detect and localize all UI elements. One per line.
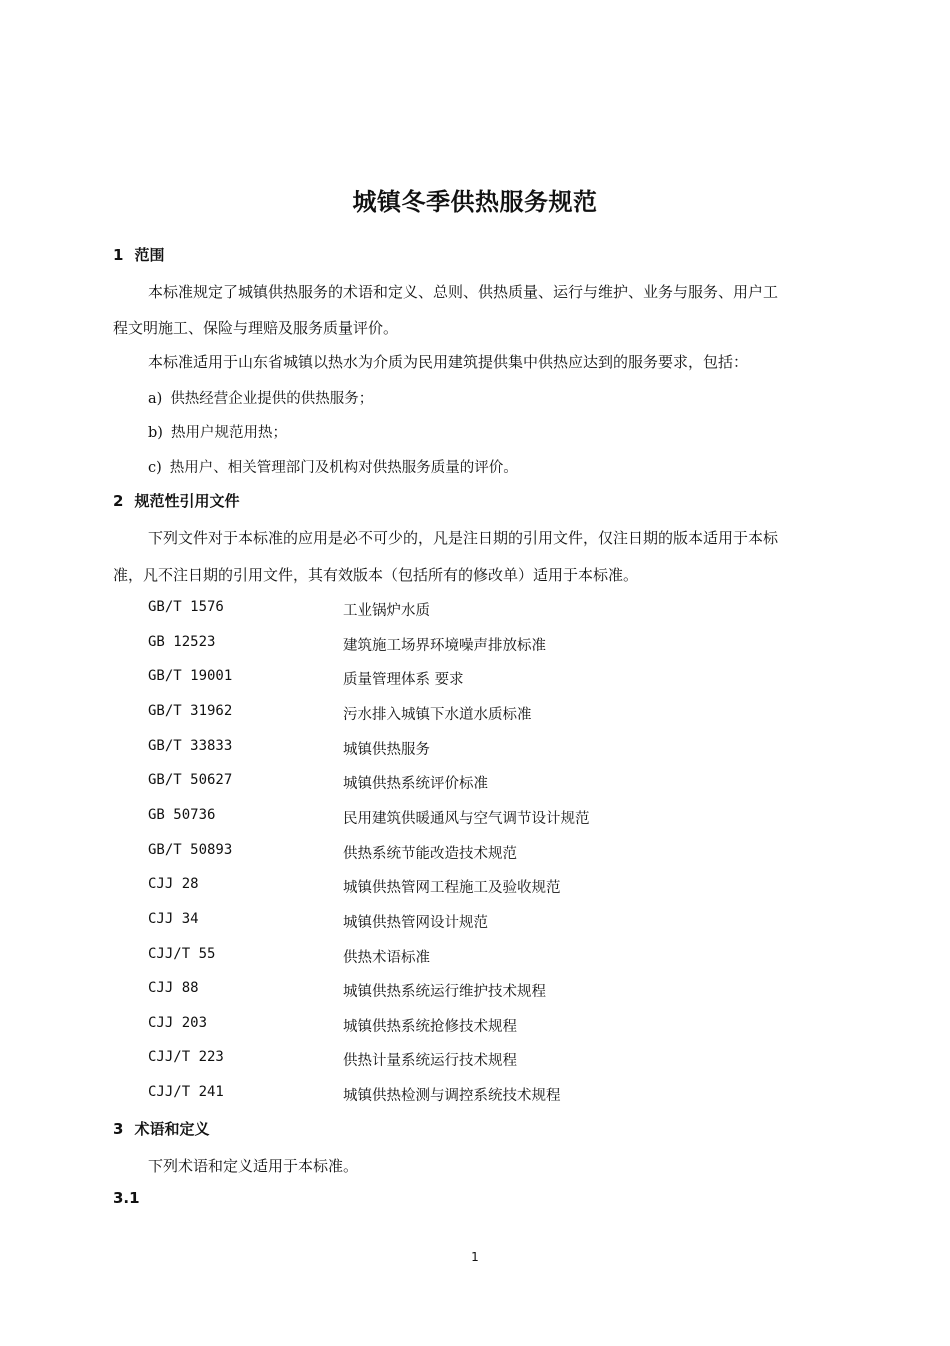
scope-paragraph-line: 本标准规定了城镇供热服务的术语和定义、总则、供热质量、运行与维护、业务与服务、用户工 [148,283,779,301]
terms-intro: 下列术语和定义适用于本标准。 [148,1157,359,1175]
reference-code: GB/T 19001 [148,668,233,684]
list-marker: c) [148,460,162,476]
section-number: 2 [113,492,124,510]
section-title: 规范性引用文件 [134,492,240,510]
reference-row [148,634,848,656]
reference-row [148,1015,848,1037]
reference-name: 质量管理体系 要求 [343,672,464,688]
references-intro-line: 准，凡不注日期的引用文件，其有效版本（包括所有的修改单）适用于本标准。 [113,566,639,584]
reference-row [148,876,848,898]
reference-name: 民用建筑供暖通风与空气调节设计规范 [343,811,590,827]
section-number: 3 [113,1120,124,1138]
reference-name: 工业锅炉水质 [343,603,430,619]
reference-code: CJJ 34 [148,911,199,927]
list-text: 热用户规范用热； [170,425,287,441]
reference-name: 城镇供热服务 [343,742,430,758]
reference-code: GB 12523 [148,634,216,650]
reference-name: 供热系统节能改造技术规范 [343,846,517,862]
list-marker: b) [148,425,163,441]
reference-code: GB/T 50893 [148,842,233,858]
list-marker: a) [148,391,163,407]
subsection-number: 3.1 [113,1189,140,1207]
reference-name: 城镇供热系统抢修技术规程 [343,1019,517,1035]
reference-code: CJJ/T 223 [148,1049,224,1065]
reference-name: 污水排入城镇下水道水质标准 [343,707,532,723]
reference-code: CJJ 203 [148,1015,208,1031]
page-number: 1 [471,1250,479,1264]
scope-paragraph-line: 程文明施工、保险与理赔及服务质量评价。 [113,319,399,337]
reference-row [148,772,848,794]
reference-row [148,842,848,864]
reference-row [148,980,848,1002]
reference-code: GB/T 50627 [148,772,233,788]
reference-name: 城镇供热管网工程施工及验收规范 [343,880,561,896]
list-item [148,456,518,477]
reference-code: CJJ 28 [148,876,199,892]
reference-code: GB 50736 [148,807,216,823]
scope-applicability-paragraph: 本标准适用于山东省城镇以热水为介质为民用建筑提供集中供热应达到的服务要求，包括： [148,353,749,371]
section-heading-scope [113,244,164,265]
reference-code: CJJ/T 55 [148,946,216,962]
reference-name: 供热计量系统运行技术规程 [343,1053,517,1069]
reference-row [148,1084,848,1106]
reference-code: CJJ/T 241 [148,1084,224,1100]
reference-code: CJJ 88 [148,980,199,996]
reference-row [148,911,848,933]
document-title: 城镇冬季供热服务规范 [352,188,598,216]
list-item [148,421,287,442]
reference-row [148,703,848,725]
references-intro-line: 下列文件对于本标准的应用是必不可少的，凡是注日期的引用文件，仅注日期的版本适用于本标 [148,529,779,547]
reference-name: 城镇供热管网设计规范 [343,915,488,931]
reference-name: 供热术语标准 [343,950,430,966]
section-heading-terms [113,1118,209,1139]
reference-row [148,807,848,829]
reference-name: 城镇供热检测与调控系统技术规程 [343,1088,561,1104]
section-heading-references [113,490,239,511]
reference-row [148,738,848,760]
reference-name: 建筑施工场界环境噪声排放标准 [343,638,546,654]
reference-name: 城镇供热系统运行维护技术规程 [343,984,546,1000]
reference-row [148,1049,848,1071]
section-title: 术语和定义 [134,1120,210,1138]
list-text: 供热经营企业提供的供热服务； [170,391,374,407]
reference-row [148,599,848,621]
reference-code: GB/T 33833 [148,738,233,754]
reference-row [148,668,848,690]
section-number: 1 [113,246,124,264]
reference-name: 城镇供热系统评价标准 [343,776,488,792]
reference-code: GB/T 1576 [148,599,224,615]
section-title: 范围 [134,246,165,264]
list-item [148,387,373,408]
list-text: 热用户、相关管理部门及机构对供热服务质量的评价。 [169,460,518,476]
reference-code: GB/T 31962 [148,703,233,719]
reference-row [148,946,848,968]
